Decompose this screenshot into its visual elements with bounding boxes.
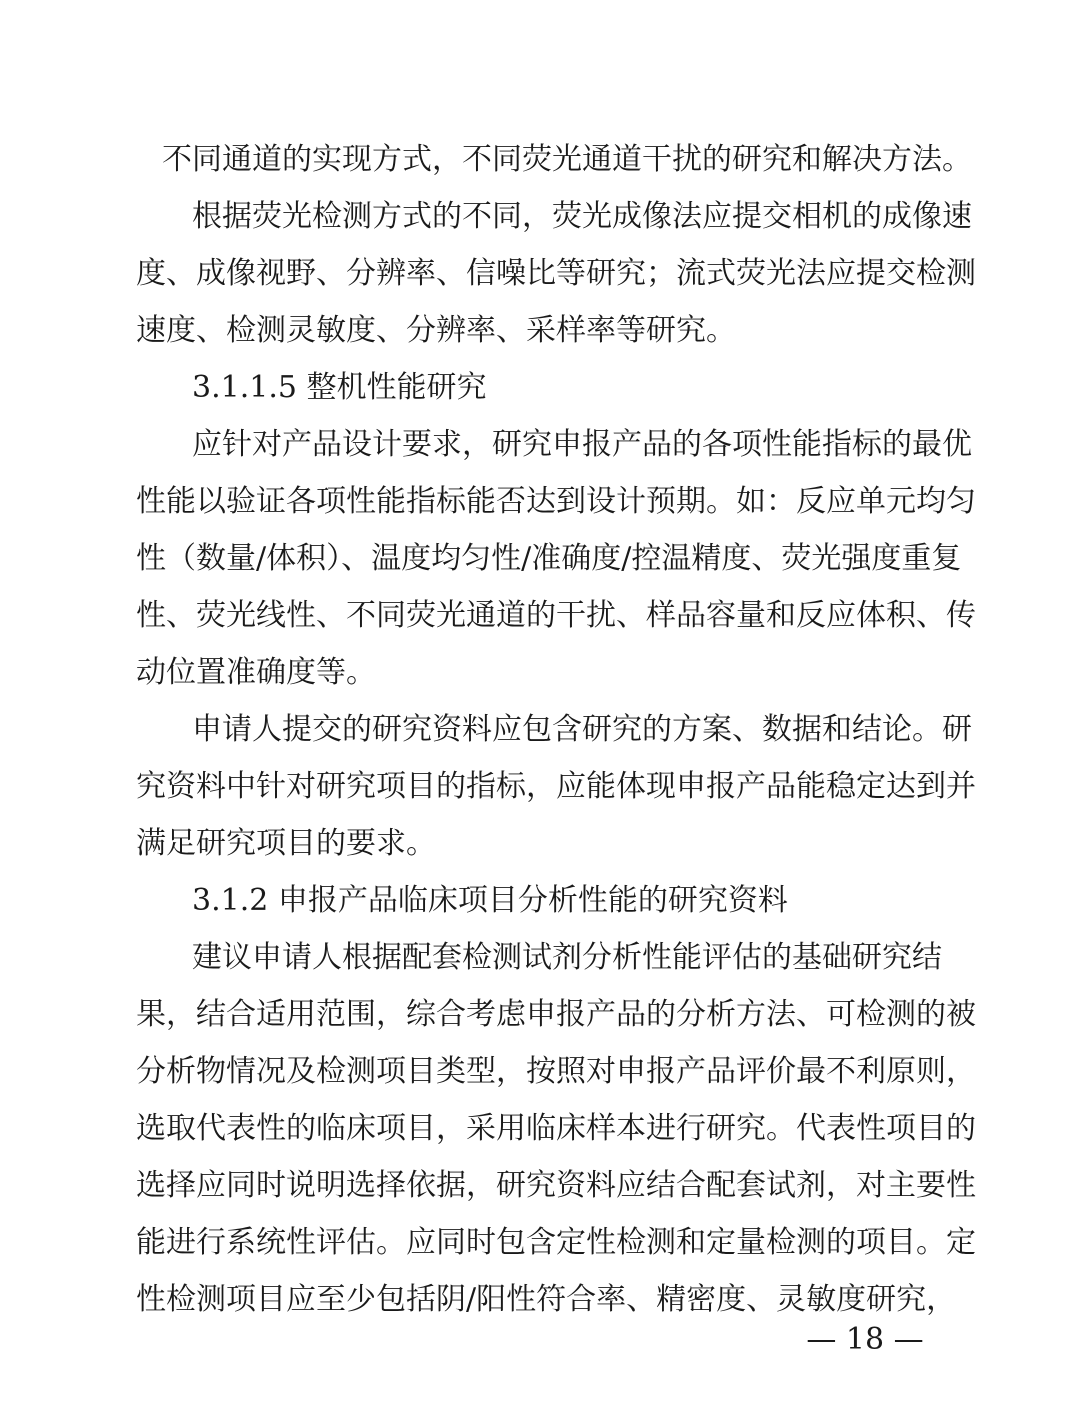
paragraph-line: 性、荧光线性、不同荧光通道的干扰、样品容量和反应体积、传 bbox=[136, 598, 976, 633]
page-number: — 18 — bbox=[806, 1322, 924, 1357]
paragraph-line: 动位置准确度等。 bbox=[136, 655, 376, 690]
section-heading: 3.1.2 申报产品临床项目分析性能的研究资料 bbox=[192, 883, 788, 918]
paragraph-line: 申请人提交的研究资料应包含研究的方案、数据和结论。研 bbox=[192, 712, 972, 747]
paragraph-line: 度、成像视野、分辨率、信噪比等研究；流式荧光法应提交检测 bbox=[136, 256, 976, 291]
paragraph-line: 选取代表性的临床项目，采用临床样本进行研究。代表性项目的 bbox=[136, 1111, 976, 1146]
paragraph-line: 究资料中针对研究项目的指标，应能体现申报产品能稳定达到并 bbox=[136, 769, 976, 804]
paragraph-line: 性检测项目应至少包括阴/阳性符合率、精密度、灵敏度研究， bbox=[136, 1282, 957, 1317]
paragraph-line: 根据荧光检测方式的不同，荧光成像法应提交相机的成像速 bbox=[192, 199, 972, 234]
paragraph-line: 速度、检测灵敏度、分辨率、采样率等研究。 bbox=[136, 313, 736, 348]
paragraph-line: 分析物情况及检测项目类型，按照对申报产品评价最不利原则， bbox=[136, 1054, 976, 1089]
paragraph-line: 性（数量/体积）、温度均匀性/准确度/控温精度、荧光强度重复 bbox=[136, 541, 962, 576]
paragraph-line: 满足研究项目的要求。 bbox=[136, 826, 436, 861]
paragraph-line: 选择应同时说明选择依据，研究资料应结合配套试剂，对主要性 bbox=[136, 1168, 976, 1203]
paragraph-line: 建议申请人根据配套检测试剂分析性能评估的基础研究结 bbox=[192, 940, 942, 975]
paragraph-line: 应针对产品设计要求，研究申报产品的各项性能指标的最优 bbox=[192, 427, 972, 462]
paragraph-line: 能进行系统性评估。应同时包含定性检测和定量检测的项目。定 bbox=[136, 1225, 976, 1260]
section-heading: 3.1.1.5 整机性能研究 bbox=[192, 370, 487, 405]
paragraph-line: 不同通道的实现方式，不同荧光通道干扰的研究和解决方法。 bbox=[162, 142, 972, 177]
paragraph-line: 果，结合适用范围，综合考虑申报产品的分析方法、可检测的被 bbox=[136, 997, 976, 1032]
paragraph-line: 性能以验证各项性能指标能否达到设计预期。如：反应单元均匀 bbox=[136, 484, 976, 519]
